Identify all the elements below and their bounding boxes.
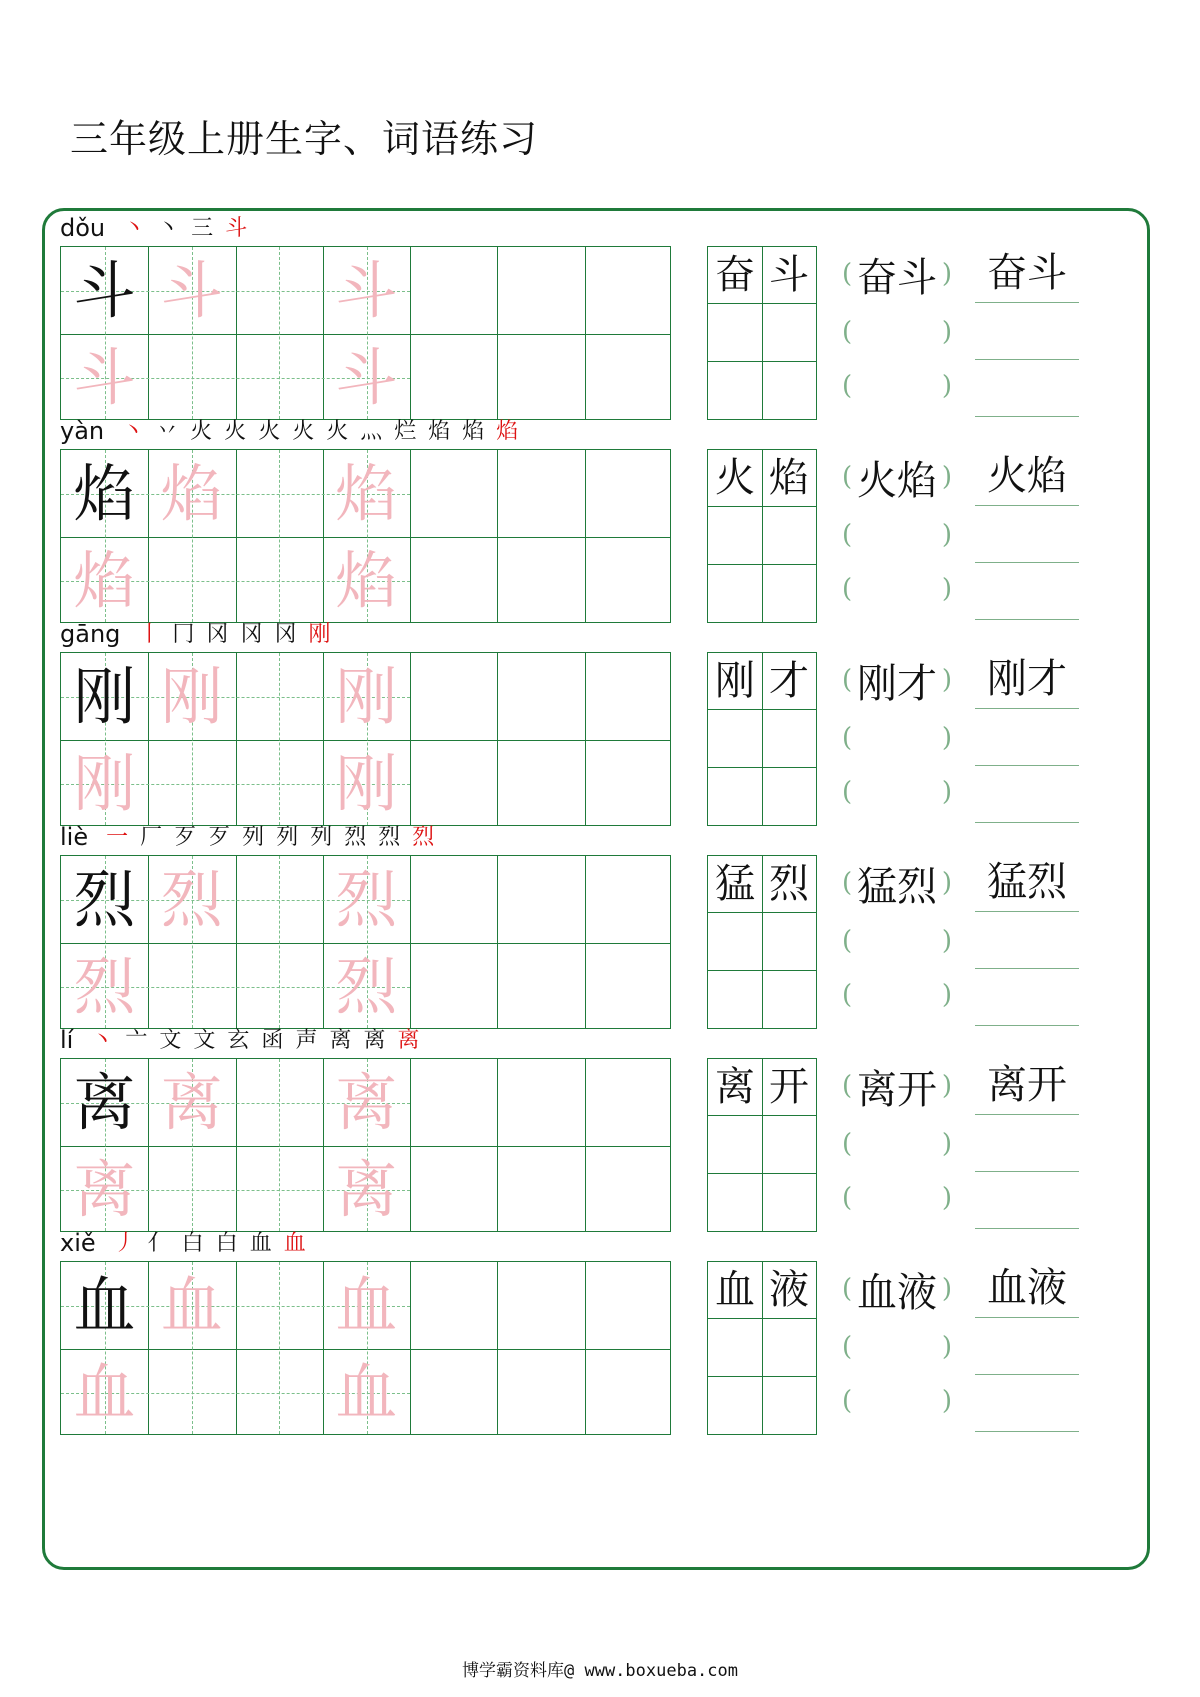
stroke-step: 火 bbox=[190, 419, 213, 444]
paren-open: ( bbox=[842, 520, 853, 550]
paren-row bbox=[842, 1373, 952, 1429]
trace-character: 焰 bbox=[335, 456, 398, 530]
paren-row bbox=[842, 1058, 952, 1114]
paren-close: ) bbox=[941, 926, 952, 956]
model-character: 离 bbox=[73, 1065, 136, 1139]
paren-open: ( bbox=[842, 1071, 853, 1101]
stroke-step: 火 bbox=[326, 419, 349, 444]
stroke-step: 白 bbox=[181, 1231, 204, 1256]
paren-close: ) bbox=[941, 777, 952, 807]
paren-open: ( bbox=[842, 665, 853, 695]
paren-close: ) bbox=[941, 980, 952, 1010]
practice-grid bbox=[60, 855, 671, 1029]
stroke-step: 三 bbox=[191, 216, 214, 241]
trace-character: 刚 bbox=[73, 746, 136, 820]
char-section bbox=[58, 1215, 1148, 1437]
stroke-step: 血 bbox=[249, 1231, 272, 1256]
paren-open: ( bbox=[842, 371, 853, 401]
paren-row bbox=[842, 304, 952, 360]
paren-word: 奋斗 bbox=[857, 254, 937, 301]
underline-row bbox=[975, 506, 1079, 563]
paren-close: ) bbox=[941, 1386, 952, 1416]
word-grid-character: 奋 bbox=[715, 252, 755, 298]
underline-row bbox=[975, 652, 1079, 709]
stroke-step: 列 bbox=[242, 825, 265, 850]
paren-close: ) bbox=[941, 1274, 952, 1304]
trace-character: 血 bbox=[160, 1268, 223, 1342]
paren-close: ) bbox=[941, 462, 952, 492]
paren-open: ( bbox=[842, 1332, 853, 1362]
paren-close: ) bbox=[941, 1129, 952, 1159]
word-grid bbox=[707, 246, 817, 420]
pinyin-stroke-line bbox=[60, 817, 446, 851]
stroke-step: 焰 bbox=[428, 419, 451, 444]
stroke-step: 灬 bbox=[360, 419, 383, 444]
paren-open: ( bbox=[842, 1183, 853, 1213]
char-section bbox=[58, 1012, 1148, 1234]
stroke-step: 丷 bbox=[156, 419, 179, 444]
paren-close: ) bbox=[941, 665, 952, 695]
stroke-step: 丿 bbox=[113, 1231, 136, 1256]
word-grid-character: 猛 bbox=[715, 861, 755, 907]
underline-row bbox=[975, 1115, 1079, 1172]
pinyin-stroke-line bbox=[60, 411, 530, 445]
trace-character: 离 bbox=[335, 1152, 398, 1226]
trace-character: 刚 bbox=[335, 746, 398, 820]
trace-character: 烈 bbox=[335, 949, 398, 1023]
paren-open: ( bbox=[842, 1386, 853, 1416]
trace-character: 斗 bbox=[335, 340, 398, 414]
pinyin-label: lí bbox=[60, 1026, 74, 1054]
model-character: 血 bbox=[73, 1268, 136, 1342]
paren-open: ( bbox=[842, 777, 853, 807]
model-character: 斗 bbox=[73, 253, 136, 327]
paren-open: ( bbox=[842, 1129, 853, 1159]
paren-row bbox=[842, 246, 952, 302]
paren-row bbox=[842, 855, 952, 911]
stroke-step: 焰 bbox=[496, 419, 519, 444]
paren-open: ( bbox=[842, 926, 853, 956]
underline-row bbox=[975, 1261, 1079, 1318]
paren-close: ) bbox=[941, 520, 952, 550]
pinyin-stroke-line bbox=[60, 1223, 318, 1257]
underline-word: 猛烈 bbox=[987, 859, 1067, 905]
paren-close: ) bbox=[941, 1332, 952, 1362]
word-grid bbox=[707, 652, 817, 826]
stroke-step: 冈 bbox=[206, 622, 229, 647]
stroke-step: 丶 bbox=[122, 419, 145, 444]
model-character: 刚 bbox=[73, 659, 136, 733]
paren-close: ) bbox=[941, 317, 952, 347]
trace-character: 血 bbox=[335, 1268, 398, 1342]
word-grid bbox=[707, 1058, 817, 1232]
stroke-step: 冂 bbox=[172, 622, 195, 647]
stroke-step: 血 bbox=[283, 1231, 306, 1256]
paren-row bbox=[842, 652, 952, 708]
paren-row bbox=[842, 507, 952, 563]
underline-row bbox=[975, 709, 1079, 766]
trace-character: 烈 bbox=[335, 862, 398, 936]
paren-word-column bbox=[842, 449, 952, 623]
stroke-step: 冈 bbox=[274, 622, 297, 647]
paren-open: ( bbox=[842, 259, 853, 289]
paren-row bbox=[842, 449, 952, 505]
trace-character: 刚 bbox=[160, 659, 223, 733]
stroke-step: 函 bbox=[261, 1028, 284, 1053]
stroke-step: 厂 bbox=[140, 825, 163, 850]
trace-character: 离 bbox=[335, 1065, 398, 1139]
word-grid-character: 液 bbox=[769, 1267, 809, 1313]
stroke-step: 一 bbox=[106, 825, 129, 850]
char-section bbox=[58, 200, 1148, 422]
paren-close: ) bbox=[941, 1183, 952, 1213]
word-grid-character: 焰 bbox=[769, 455, 809, 501]
paren-word-column bbox=[842, 652, 952, 826]
stroke-step: 歹 bbox=[174, 825, 197, 850]
stroke-step: 白 bbox=[215, 1231, 238, 1256]
underline-row bbox=[975, 1375, 1079, 1432]
stroke-step: 声 bbox=[295, 1028, 318, 1053]
char-section bbox=[58, 606, 1148, 828]
underline-row bbox=[975, 246, 1079, 303]
pinyin-stroke-line bbox=[60, 1020, 432, 1054]
practice-grid bbox=[60, 652, 671, 826]
practice-grid bbox=[60, 1261, 671, 1435]
paren-word: 火焰 bbox=[857, 457, 937, 504]
trace-character: 离 bbox=[73, 1152, 136, 1226]
word-grid-character: 火 bbox=[715, 455, 755, 501]
paren-word: 血液 bbox=[857, 1269, 937, 1316]
paren-close: ) bbox=[941, 371, 952, 401]
underline-word-column bbox=[975, 652, 1079, 826]
word-grid-character: 斗 bbox=[769, 252, 809, 298]
paren-open: ( bbox=[842, 723, 853, 753]
stroke-step: 列 bbox=[310, 825, 333, 850]
stroke-step: 离 bbox=[363, 1028, 386, 1053]
paren-word: 猛烈 bbox=[857, 863, 937, 910]
underline-row bbox=[975, 1318, 1079, 1375]
underline-row bbox=[975, 912, 1079, 969]
word-grid-character: 才 bbox=[769, 658, 809, 704]
trace-character: 离 bbox=[160, 1065, 223, 1139]
paren-close: ) bbox=[941, 723, 952, 753]
underline-word-column bbox=[975, 1058, 1079, 1232]
stroke-step: 亻 bbox=[147, 1231, 170, 1256]
underline-word-column bbox=[975, 246, 1079, 420]
trace-character: 烈 bbox=[73, 949, 136, 1023]
stroke-step: 歹 bbox=[208, 825, 231, 850]
trace-character: 血 bbox=[335, 1355, 398, 1429]
pinyin-stroke-line bbox=[60, 208, 259, 242]
underline-word-column bbox=[975, 1261, 1079, 1435]
underline-word: 奋斗 bbox=[987, 250, 1067, 296]
practice-grid bbox=[60, 246, 671, 420]
underline-word: 刚才 bbox=[987, 656, 1067, 702]
footer-watermark: 博学霸资料库@ www.boxueba.com bbox=[462, 1661, 738, 1681]
stroke-step: 文 bbox=[159, 1028, 182, 1053]
trace-character: 血 bbox=[73, 1355, 136, 1429]
stroke-step: 亠 bbox=[125, 1028, 148, 1053]
word-grid bbox=[707, 1261, 817, 1435]
paren-word-column bbox=[842, 1058, 952, 1232]
underline-row bbox=[975, 303, 1079, 360]
word-grid bbox=[707, 855, 817, 1029]
paren-row bbox=[842, 710, 952, 766]
paren-open: ( bbox=[842, 574, 853, 604]
underline-word: 火焰 bbox=[987, 453, 1067, 499]
trace-character: 斗 bbox=[160, 253, 223, 327]
underline-row bbox=[975, 855, 1079, 912]
stroke-step: 火 bbox=[258, 419, 281, 444]
trace-character: 斗 bbox=[335, 253, 398, 327]
stroke-step: 冈 bbox=[240, 622, 263, 647]
paren-word: 离开 bbox=[857, 1066, 937, 1113]
trace-character: 焰 bbox=[335, 543, 398, 617]
char-section bbox=[58, 809, 1148, 1031]
trace-character: 斗 bbox=[73, 340, 136, 414]
model-character: 焰 bbox=[73, 456, 136, 530]
paren-word-column bbox=[842, 246, 952, 420]
underline-row bbox=[975, 1058, 1079, 1115]
pinyin-label: yàn bbox=[60, 417, 105, 445]
underline-word-column bbox=[975, 855, 1079, 1029]
paren-row bbox=[842, 1116, 952, 1172]
stroke-step: 刚 bbox=[308, 622, 331, 647]
paren-close: ) bbox=[941, 1071, 952, 1101]
underline-word: 离开 bbox=[987, 1062, 1067, 1108]
paren-open: ( bbox=[842, 868, 853, 898]
paren-row bbox=[842, 913, 952, 969]
pinyin-stroke-line bbox=[60, 614, 342, 648]
paren-word-column bbox=[842, 855, 952, 1029]
stroke-step: 丶 bbox=[123, 216, 146, 241]
pinyin-label: liè bbox=[60, 823, 89, 851]
paren-open: ( bbox=[842, 462, 853, 492]
trace-character: 焰 bbox=[160, 456, 223, 530]
stroke-step: 丶 bbox=[91, 1028, 114, 1053]
paren-open: ( bbox=[842, 317, 853, 347]
model-character: 烈 bbox=[73, 862, 136, 936]
char-section bbox=[58, 403, 1148, 625]
paren-close: ) bbox=[941, 574, 952, 604]
stroke-step: 斗 bbox=[225, 216, 248, 241]
stroke-step: 火 bbox=[292, 419, 315, 444]
underline-row bbox=[975, 449, 1079, 506]
pinyin-label: dǒu bbox=[60, 214, 106, 242]
stroke-step: 烈 bbox=[344, 825, 367, 850]
word-grid bbox=[707, 449, 817, 623]
stroke-step: 烈 bbox=[412, 825, 435, 850]
pinyin-label: gāng bbox=[60, 620, 121, 648]
paren-close: ) bbox=[941, 259, 952, 289]
stroke-step: 烈 bbox=[378, 825, 401, 850]
word-grid-character: 血 bbox=[715, 1267, 755, 1313]
stroke-step: 丶 bbox=[157, 216, 180, 241]
paren-word: 刚才 bbox=[857, 660, 937, 707]
paren-close: ) bbox=[941, 868, 952, 898]
trace-character: 焰 bbox=[73, 543, 136, 617]
trace-character: 烈 bbox=[160, 862, 223, 936]
page-title: 三年级上册生字、词语练习 bbox=[70, 117, 539, 161]
stroke-step: 离 bbox=[397, 1028, 420, 1053]
practice-grid bbox=[60, 1058, 671, 1232]
stroke-step: 烂 bbox=[394, 419, 417, 444]
stroke-step: 列 bbox=[276, 825, 299, 850]
underline-word-column bbox=[975, 449, 1079, 623]
word-grid-character: 开 bbox=[769, 1064, 809, 1110]
paren-open: ( bbox=[842, 980, 853, 1010]
word-grid-character: 刚 bbox=[715, 658, 755, 704]
paren-word-column bbox=[842, 1261, 952, 1435]
stroke-step: 离 bbox=[329, 1028, 352, 1053]
practice-grid bbox=[60, 449, 671, 623]
paren-row bbox=[842, 1319, 952, 1375]
stroke-step: 丨 bbox=[138, 622, 161, 647]
pinyin-label: xiě bbox=[60, 1229, 96, 1257]
word-grid-character: 离 bbox=[715, 1064, 755, 1110]
word-grid-character: 烈 bbox=[769, 861, 809, 907]
stroke-step: 文 bbox=[193, 1028, 216, 1053]
stroke-step: 玄 bbox=[227, 1028, 250, 1053]
stroke-step: 火 bbox=[224, 419, 247, 444]
trace-character: 刚 bbox=[335, 659, 398, 733]
underline-word: 血液 bbox=[987, 1265, 1067, 1311]
stroke-step: 焰 bbox=[462, 419, 485, 444]
paren-open: ( bbox=[842, 1274, 853, 1304]
paren-row bbox=[842, 1261, 952, 1317]
